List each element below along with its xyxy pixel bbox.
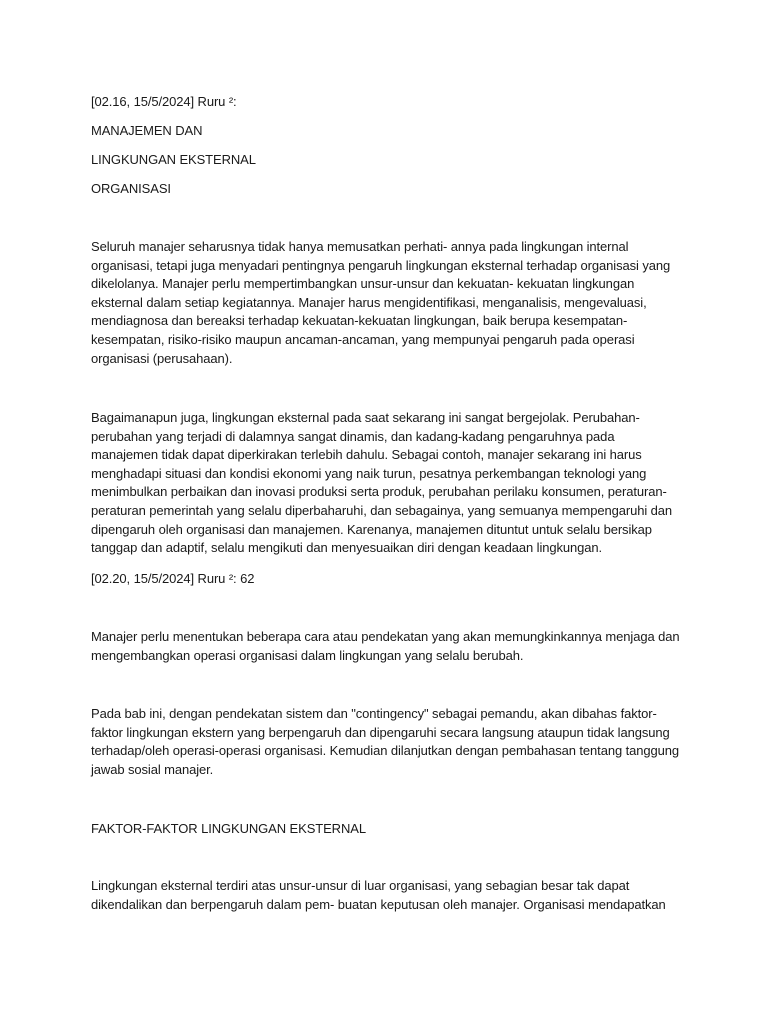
paragraph-5: Lingkungan eksternal terdiri atas unsur-unsur di luar organisasi, yang sebagian besar tak dapat dikendalikan dan berpengaruh dalam pem- buatan keputusan oleh manajer. Organisasi mendapatkan bbox=[91, 878, 666, 912]
chat-header-1: [02.16, 15/5/2024] Ruru ²: bbox=[91, 94, 237, 109]
title-line-3: ORGANISASI bbox=[91, 181, 171, 196]
title-line-1: MANAJEMEN DAN bbox=[91, 123, 203, 138]
paragraph-4: Pada bab ini, dengan pendekatan sistem dan "contingency" sebagai pemandu, akan dibahas faktor-faktor lingkungan ekstern yang berpengaruh dan dipengaruhi secara langsung ataupun tidak langsung terhadap/oleh operasi-operasi organisasi. Kemudian dilanjutkan dengan pembahasan tentang tanggung jawab sosial manajer. bbox=[91, 706, 680, 777]
paragraph-2: Bagaimanapun juga, lingkungan eksternal pada saat sekarang ini sangat bergejolak. Perubahan-perubahan yang terjadi di dalamnya sangat dinamis, dan kadang-kadang pengaruhnya pada manajemen tidak dapat diperkirakan terlebih dahulu. Sebagai contoh, manajer sekarang ini harus menghadapi situasi dan kondisi ekonomi yang naik turun, pesatnya perkembangan teknologi yang menimbulkan perbaikan dan inovasi produksi serta produk, perubahan perilaku konsumen, peraturan-peraturan pemerintah yang selalu diperbaharuhi, dan sebagainya, yang semuanya mempengaruhi dan dipengaruh oleh organisasi dan manajemen. Karenanya, manajemen dituntut untuk selalu bersikap tanggap dan adaptif, selalu mengikuti dan menyesuaikan diri dengan keadaan lingkungan. bbox=[91, 410, 673, 556]
paragraph-1: Seluruh manajer seharusnya tidak hanya memusatkan perhati- annya pada lingkungan internal organisasi, tetapi juga menyadari pentingnya pengaruh lingkungan eksternal terhadap organisasi yang dikelolanya. Manajer perlu mempertimbangkan unsur-unsur dan kekuatan- kekuatan lingkungan eksternal dalam setiap kegiatannya. Manajer harus mengidentifikasi, menganalisis, mengevaluasi, mendiagnosa dan bereaksi terhadap kekuatan-kekuatan lingkungan, baik berupa kesempatan-kesempatan, risiko-risiko maupun ancaman-ancaman, yang mempunyai pengaruh pada operasi organisasi (perusahaan). bbox=[91, 239, 671, 366]
chat-header-2: [02.20, 15/5/2024] Ruru ²: 62 bbox=[91, 571, 255, 586]
section-heading: FAKTOR-FAKTOR LINGKUNGAN EKSTERNAL bbox=[91, 821, 366, 836]
paragraph-3: Manajer perlu menentukan beberapa cara atau pendekatan yang akan memungkinkannya menjaga dan mengembangkan operasi organisasi dalam lingkungan yang selalu berubah. bbox=[91, 629, 680, 663]
title-line-2: LINGKUNGAN EKSTERNAL bbox=[91, 152, 256, 167]
